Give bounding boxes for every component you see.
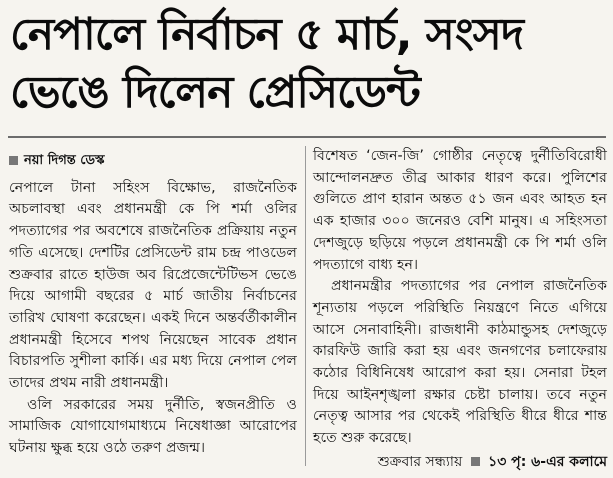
byline-text: নয়া দিগন্ত ডেস্ক (24, 153, 105, 168)
square-bullet-icon (9, 156, 18, 165)
right-column (313, 146, 607, 474)
continuation-page-ref: ১৩ পৃ: ৬-এর কলামে (488, 453, 607, 470)
right-paragraph-1: বিশেষত ‘জেন-জি’ গোষ্ঠীর নেতৃত্বে দুর্নীতিবিরোধী আন্দোলনদ্রুত তীব্র আকার ধারণ করে। পুলিশের গুলিতে প্রাণ হারান অন্তত ৫১ জন এবং আহত হন এক হাজার ৩০০ জনেরও বেশি মানুষ। এ সহিংসতা দেশজুড়ে ছড়িয়ে পড়লে প্রধানমন্ত্রী কে পি শর্মা ওলি পদত্যাগে বাধ্য হন। (313, 148, 607, 273)
left-column (9, 146, 297, 460)
square-bullet-icon (471, 457, 480, 466)
right-paragraph-2: প্রধানমন্ত্রীর পদত্যাগের পর নেপাল রাজনৈতিক শূন্যতায় পড়লে পরিস্থিতি নিয়ন্ত্রণে নিতে এগিয়ে আসে সেনাবাহিনী। রাজধানী কাঠমান্ডুসহ দেশজুড়ে কারফিউ জারি করা হয় এবং জনগণের চলাফেরায় কঠোর বিধিনিষেধ আরোপ করা হয়। সেনারা টহল দিয়ে আইনশৃঙ্খলা রক্ষার চেষ্টা চালায়। তবে নতুন নেতৃত্ব আসার পর থেকেই পরিস্থিতি ধীরে ধীরে শান্ত হতে শুরু করেছে। (313, 278, 607, 447)
left-paragraph-2: ওলি সরকারের সময় দুর্নীতি, স্বজনপ্রীতি ও সামাজিক যোগাযোগমাধ্যমে নিষেধাজ্ঞা আরোপের ঘটনায় ক্ষুব্ধ হয়ে ওঠে তরুণ প্রজন্ম। (9, 396, 297, 457)
headline-line-2: ভেঙে দিলেন প্রেসিডেন্ট (10, 67, 420, 118)
continuation-line (313, 452, 607, 474)
column-divider (305, 146, 306, 466)
headline (10, 6, 606, 122)
headline-line-1: নেপালে নির্বাচন ৫ মার্চ, সংসদ (10, 9, 523, 60)
byline (9, 150, 297, 172)
headline-rule (8, 136, 606, 138)
left-paragraph-1: নেপালে টানা সহিংস বিক্ষোভ, রাজনৈতিক অচলাবস্থা এবং প্রধানমন্ত্রী কে পি শর্মা ওলির পদত্যাগের পর অবশেষে রাজনৈতিক প্রক্রিয়ায় নতুন গতি এসেছে। দেশটির প্রেসিডেন্ট রাম চন্দ্র পাওডেল শুক্রবার রাতে হাউজ অব রিপ্রেজেন্টেটিভস ভেঙে দিয়ে আগামী বছরের ৫ মার্চ জাতীয় নির্বাচনের তারিখ ঘোষণা করেছেন। একই দিনে অন্তর্বর্তীকালীন প্রধানমন্ত্রী হিসেবে শপথ নিয়েছেন সাবেক প্রধান বিচারপতি সুশীলা কার্কি। এর মধ্য দিয়ে নেপাল পেল তাদের প্রথম নারী প্রধানমন্ত্রী। (9, 179, 297, 392)
continuation-lead: শুক্রবার সন্ধ্যায় (377, 453, 463, 470)
